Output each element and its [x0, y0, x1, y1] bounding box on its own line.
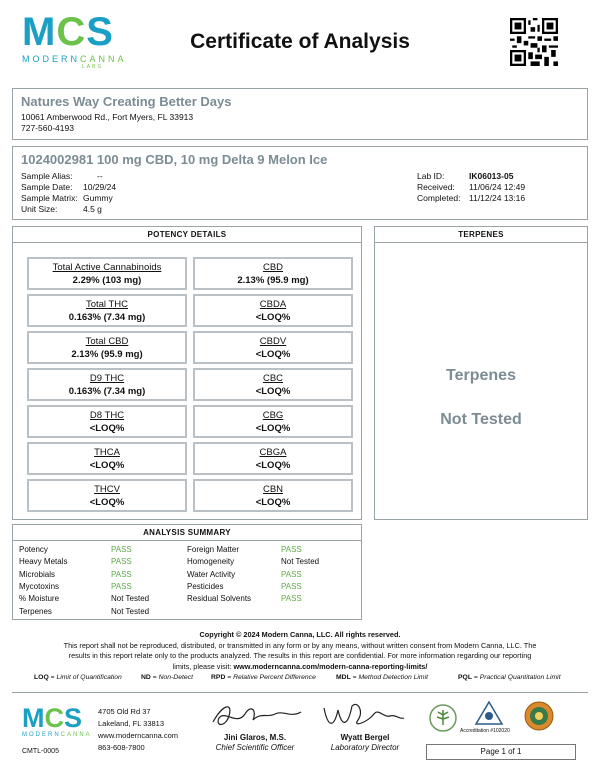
- summary-label: Residual Solvents: [187, 594, 252, 604]
- summary-result: PASS: [111, 569, 132, 579]
- page-indicator: Page 1 of 1: [426, 744, 576, 760]
- field-value: 10/29/24: [83, 182, 117, 192]
- potency-cell: [193, 405, 353, 438]
- received-value: 11/06/24 12:49: [469, 182, 526, 192]
- accreditation-number: Accreditation #102020: [460, 728, 510, 734]
- summary-result: PASS: [111, 557, 132, 567]
- field-label: Sample Alias:: [21, 171, 73, 181]
- potency-cell: [27, 405, 187, 438]
- logo-letter-m: M: [22, 703, 45, 733]
- field-value: Gummy: [83, 193, 113, 203]
- field-value: 4.5 g: [83, 204, 102, 214]
- disclaimer-line2: results in this report relate only to the products analyzed. The results in this report are confidential. For more information regarding our reporting: [68, 651, 532, 660]
- lab-id-value: IK06013-05: [469, 171, 514, 181]
- signer2-name: Wyatt Bergel: [340, 733, 390, 742]
- signer1-title: Chief Scientific Officer: [215, 743, 295, 752]
- cannabinoid-name: CBG: [262, 410, 284, 421]
- potency-panel: [12, 226, 362, 520]
- legend-pql: PQL = Practical Quantitation Limit: [458, 674, 561, 681]
- summary-label: Heavy Metals: [19, 557, 68, 567]
- reporting-limits-link[interactable]: www.moderncanna.com/modern-canna-reporting-limits/: [233, 661, 428, 671]
- hemp-seal-icon: [428, 703, 458, 733]
- summary-result: PASS: [111, 545, 132, 554]
- cannabinoid-name: CBN: [262, 484, 284, 495]
- summary-label: Foreign Matter: [187, 545, 240, 554]
- client-name: Natures Way Creating Better Days: [21, 94, 232, 109]
- potency-cell: [27, 331, 187, 364]
- summary-result: PASS: [281, 545, 302, 554]
- cannabinoid-name: Total CBD: [85, 336, 129, 347]
- potency-cell: [27, 294, 187, 327]
- logo-sub-left: MODERN: [22, 54, 80, 64]
- field-label: Unit Size:: [21, 204, 58, 214]
- logo-sub-right: CANNA: [60, 732, 92, 738]
- address-line2: Lakeland, FL 33813: [98, 719, 165, 728]
- summary-label: Microbials: [19, 569, 56, 579]
- summary-label: Water Activity: [187, 569, 236, 579]
- legend-rpd: RPD = Relative Percent Difference: [211, 674, 316, 681]
- summary-label: Terpenes: [19, 606, 52, 616]
- modern-canna-logo: [22, 12, 172, 72]
- qr-code-icon[interactable]: [510, 18, 558, 66]
- summary-result: Not Tested: [281, 557, 320, 567]
- summary-result: PASS: [281, 594, 302, 604]
- cannabinoid-value: 2.13% (95.9 mg): [237, 275, 309, 286]
- summary-result: PASS: [281, 581, 302, 591]
- sample-fields: [21, 171, 116, 215]
- potency-cell: [193, 479, 353, 512]
- cannabinoid-value: 2.29% (103 mg): [72, 275, 142, 286]
- signer2: [300, 733, 430, 753]
- terpenes-panel: [374, 226, 588, 520]
- lab-label: Completed:: [417, 193, 461, 203]
- legend-nd: ND = Non-Detect: [141, 674, 193, 681]
- potency-cell: [193, 257, 353, 290]
- analysis-summary-panel: [12, 524, 362, 620]
- lab-phone: 863-608-7800: [98, 743, 145, 752]
- license-number: CMTL-0005: [22, 748, 59, 755]
- summary-result: PASS: [281, 569, 302, 579]
- cannabinoid-value: 0.163% (7.34 mg): [68, 386, 146, 397]
- cannabinoid-value: <LOQ%: [255, 497, 291, 508]
- cannabinoid-value: <LOQ%: [89, 423, 125, 434]
- cannabinoid-value: <LOQ%: [255, 423, 291, 434]
- cannabinoid-name: CBDA: [259, 299, 287, 310]
- summary-result: Not Tested: [111, 606, 150, 616]
- terpenes-line1: Terpenes: [446, 367, 516, 384]
- cannabinoid-name: D9 THC: [89, 373, 125, 384]
- cannabinoid-value: <LOQ%: [89, 460, 125, 471]
- footer-logo: [22, 705, 92, 755]
- field-value: --: [97, 171, 103, 181]
- summary-result: PASS: [111, 581, 132, 591]
- signer2-title: Laboratory Director: [330, 743, 400, 752]
- client-phone: 727-560-4193: [21, 123, 74, 133]
- website-link[interactable]: www.moderncanna.com: [98, 731, 179, 740]
- logo-letter-s: S: [86, 10, 114, 54]
- sample-info-box: [12, 146, 588, 220]
- logo-sub-left: MODERN: [22, 732, 61, 738]
- lab-label: Lab ID:: [417, 171, 445, 181]
- logo-sub-right: CANNA: [80, 54, 127, 64]
- potency-cell: [27, 442, 187, 475]
- disclaimer-line1: This report shall not be reproduced, distributed, or transmitted in any form or by any means, without written consent from Modern Canna, LLC. The: [63, 640, 537, 650]
- cannabinoid-name: Total Active Cannabinoids: [52, 262, 162, 273]
- cannabinoid-name: Total THC: [85, 299, 129, 310]
- summary-heading: ANALYSIS SUMMARY: [13, 525, 361, 541]
- cannabinoid-value: <LOQ%: [255, 386, 291, 397]
- potency-cell: [27, 479, 187, 512]
- summary-label: Potency: [19, 545, 48, 554]
- page-title: Certificate of Analysis: [190, 30, 410, 53]
- potency-cell: [193, 368, 353, 401]
- lab-address: [98, 706, 178, 754]
- sample-title: 1024002981 100 mg CBD, 10 mg Delta 9 Melon Ice: [21, 152, 328, 167]
- summary-result: Not Tested: [111, 594, 150, 604]
- cannabinoid-name: D8 THC: [89, 410, 125, 421]
- potency-cell: [27, 257, 187, 290]
- client-info-box: [12, 88, 588, 140]
- cannabinoid-value: <LOQ%: [255, 349, 291, 360]
- logo-letter-c: C: [56, 10, 87, 54]
- logo-sub-lab: LABS: [82, 64, 103, 70]
- logo-letter-s: S: [64, 703, 83, 733]
- disclaimer-line3: limits, please visit:: [172, 661, 234, 671]
- logo-letter-m: M: [22, 10, 57, 54]
- cannabinoid-value: <LOQ%: [255, 460, 291, 471]
- signature-bergel: [318, 698, 408, 732]
- summary-label: % Moisture: [19, 594, 60, 604]
- signer1-name: Jini Glaros, M.S.: [223, 733, 287, 742]
- potency-cell: [193, 294, 353, 327]
- summary-label: Pesticides: [187, 581, 224, 591]
- logo-letter-c: C: [44, 703, 64, 733]
- cannabinoid-name: CBC: [262, 373, 284, 384]
- cannabinoid-value: 2.13% (95.9 mg): [71, 349, 143, 360]
- lab-label: Received:: [417, 182, 455, 192]
- field-label: Sample Matrix:: [21, 193, 78, 203]
- footer-divider: [12, 692, 588, 693]
- address-line1: 4705 Old Rd 37: [98, 707, 151, 716]
- terpenes-line2: Not Tested: [440, 411, 522, 428]
- completed-value: 11/12/24 13:16: [469, 193, 526, 203]
- cannabinoid-name: CBGA: [259, 447, 287, 458]
- potency-cell: [193, 442, 353, 475]
- legend-loq: LOQ = Limit of Quantification: [34, 674, 122, 681]
- cannabinoid-value: <LOQ%: [89, 497, 125, 508]
- signature-glaros: [205, 700, 315, 732]
- cannabinoid-name: CBD: [262, 262, 284, 273]
- copyright: Copyright © 2024 Modern Canna, LLC. All rights reserved.: [199, 630, 401, 639]
- lab-fields: [417, 171, 525, 204]
- footer-text: [20, 630, 580, 672]
- cannabinoid-value: <LOQ%: [255, 312, 291, 323]
- legend-mdl: MDL = Method Detection Limit: [336, 674, 428, 681]
- summary-label: Mycotoxins: [19, 581, 60, 591]
- summary-label: Homogeneity: [187, 557, 235, 567]
- cannabinoid-name: THCA: [94, 447, 120, 458]
- terpenes-heading: TERPENES: [375, 227, 587, 243]
- client-address: 10061 Amberwood Rd., Fort Myers, FL 33913: [21, 112, 194, 122]
- cannabinoid-name: THCV: [94, 484, 120, 495]
- potency-heading: POTENCY DETAILS: [13, 227, 361, 243]
- a2la-accreditation-icon: [474, 700, 504, 726]
- potency-cell: [27, 368, 187, 401]
- cannabinoid-name: CBDV: [259, 336, 287, 347]
- florida-seal-icon: [523, 700, 555, 732]
- field-label: Sample Date:: [21, 182, 73, 192]
- cannabinoid-value: 0.163% (7.34 mg): [68, 312, 146, 323]
- potency-cell: [193, 331, 353, 364]
